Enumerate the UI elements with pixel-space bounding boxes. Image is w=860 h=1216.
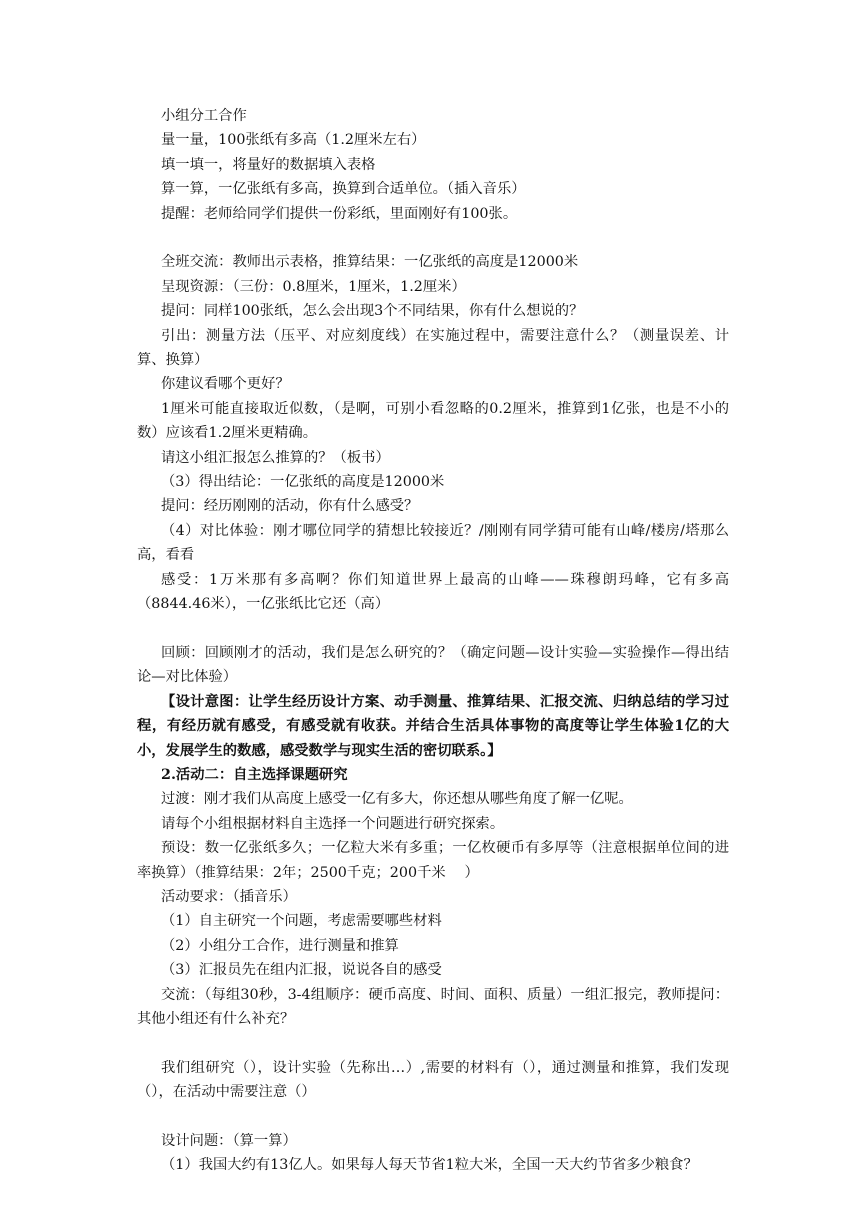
paragraph: 交流：（每组30秒，3-4组顺序：硬币高度、时间、面积、质量）一组汇报完，教师提问：其他小组还有什么补充？ — [137, 986, 729, 1027]
paragraph: 活动要求：（插音乐） — [161, 888, 297, 905]
paragraph: 呈现资源：（三份：0.8厘米，1厘米，1.2厘米） — [161, 278, 466, 295]
paragraph: 预设：数一亿张纸多久；一亿粒大米有多重；一亿枚硬币有多厚等（注意根据单位间的进率换算）（推算结果：2年；2500千克；200千米 ） — [137, 840, 729, 881]
paragraph: 请这小组汇报怎么推算的？（板书） — [161, 449, 390, 466]
design-intent-paragraph: 【设计意图：让学生经历设计方案、动手测量、推算结果、汇报交流、归纳总结的学习过程，有经历就有感受，有感受就有收获。并结合生活具体事物的高度等让学生体验1亿的大小，发展学生的数感，感受数学与现实生活的密切联系。】 — [137, 693, 729, 759]
blank-line — [137, 1031, 729, 1055]
paragraph: 回顾：回顾刚才的活动，我们是怎么研究的？（确定问题—设计实验—实验操作—得出结论—对比体验） — [137, 644, 729, 686]
list-item: （1）自主研究一个问题，考虑需要哪些材料 — [161, 913, 442, 930]
paragraph: 提问：经历刚刚的活动，你有什么感受？ — [161, 498, 419, 515]
blank-line — [137, 1105, 729, 1129]
list-item: （2）小组分工合作，进行测量和推算 — [161, 937, 399, 954]
blank-line — [137, 617, 729, 641]
section-heading: 2.活动二：自主选择课题研究 — [161, 766, 348, 783]
paragraph: 请每个小组根据材料自主选择一个问题进行研究探索。 — [161, 815, 505, 832]
paragraph: 提醒：老师给同学们提供一份彩纸，里面刚好有100张。 — [161, 205, 518, 222]
paragraph: 提问：同样100张纸，怎么会出现3个不同结果，你有什么想说的？ — [161, 303, 584, 320]
list-item: （1）我国大约有13亿人。如果每人每天节省1粒大米，全国一天大约节省多少粮食？ — [161, 1157, 698, 1174]
paragraph: 量一量，100张纸有多高（1.2厘米左右） — [161, 132, 426, 149]
paragraph: 填一填一，将量好的数据填入表格 — [161, 156, 376, 173]
paragraph: 1厘米可能直接取近似数，（是啊，可别小看忽略的0.2厘米，推算到1亿张，也是不小的数）应该看1.2厘米更精确。 — [137, 400, 729, 442]
document-body — [137, 104, 729, 1178]
paragraph: （4）对比体验：刚才哪位同学的猜想比较接近？/刚刚有同学猜可能有山峰/楼房/塔那么高，看看 — [137, 522, 729, 564]
paragraph: 算一算，一亿张纸有多高，换算到合适单位。（插入音乐） — [161, 181, 526, 198]
paragraph: 感受：1万米那有多高啊？你们知道世界上最高的山峰——珠穆朗玛峰，它有多高（8844.46米），一亿张纸比它还（高） — [137, 571, 729, 613]
paragraph: 全班交流：教师出示表格，推算结果：一亿张纸的高度是12000米 — [161, 254, 579, 271]
list-item: （3）汇报员先在组内汇报，说说各自的感受 — [161, 962, 442, 979]
blank-line — [137, 226, 729, 250]
paragraph: 过渡：刚才我们从高度上感受一亿有多大，你还想从哪些角度了解一亿呢。 — [161, 791, 633, 808]
paragraph: （3）得出结论：一亿张纸的高度是12000米 — [161, 474, 445, 491]
paragraph: 设计问题：（算一算） — [161, 1133, 297, 1149]
paragraph: 你建议看哪个更好？ — [161, 376, 290, 393]
paragraph: 引出：测量方法（压平、对应刻度线）在实施过程中，需要注意什么？（测量误差、计算、换算） — [137, 327, 729, 369]
paragraph: 我们组研究（），设计实验（先称出…）,需要的材料有（），通过测量和推算，我们发现（），在活动中需要注意（） — [137, 1059, 729, 1101]
paragraph: 小组分工合作 — [161, 108, 247, 124]
